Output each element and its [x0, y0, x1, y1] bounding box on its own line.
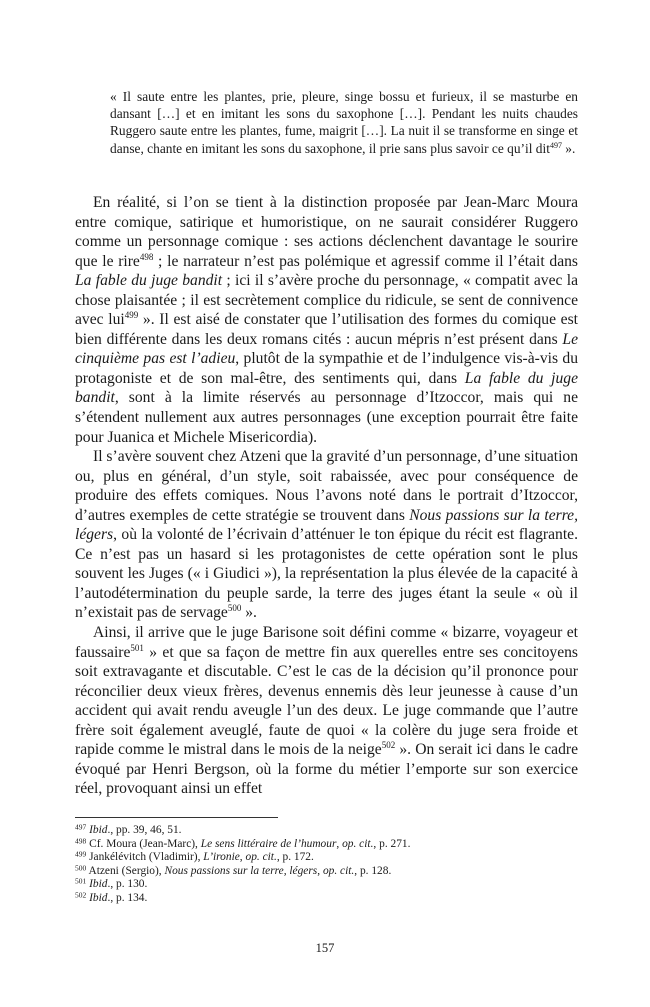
paragraph: [75, 447, 578, 623]
footnote-italic: Ibid: [89, 878, 108, 891]
text-run: ».: [241, 604, 257, 622]
text-run: , plutôt de la sympathie et de l’indulgence vis-à-vis du protagoniste et de son mal-être, des sentiments qui, dans: [75, 350, 578, 387]
footnote-italic: op. cit.: [245, 851, 277, 864]
footnote-text: ,: [317, 864, 323, 877]
quote-text: « Il saute entre les plantes, prie, pleure, singe bossu et furieux, il se masturbe en dansant […] et en imitant les sons du saxophone […]. Pendant les nuits chaudes Ruggero saute entre les plantes, fume, maigrit […]. La nuit il se transforme en singe et danse, chante en imitant les sons du saxophone, il prie sans plus savoir ce qu’il dit: [110, 89, 578, 156]
text-run: ; ici il s’avère proche du personnage, « compatit avec la chose plaisantée ; il est secrètement complice du ridicule, se sent de connivence avec lui: [75, 272, 578, 329]
footnote-ref[interactable]: 499: [124, 310, 139, 321]
footnote-italic: Ibid: [89, 891, 108, 904]
book-title: Le cinquième pas est l’adieu: [75, 330, 578, 368]
text-run: ; le narrateur n’est pas polémique et agressif comme il l’était dans: [153, 252, 578, 270]
footnote: [75, 838, 578, 852]
footnote: [75, 824, 578, 838]
footnote-number: 500: [75, 863, 87, 873]
footnote-text: ., p. 134.: [107, 891, 148, 904]
book-title: La fable du juge bandit: [75, 369, 578, 407]
footnote-italic: Nous passions sur la terre, légers: [164, 864, 318, 877]
footnote-text: ., pp. 39, 46, 51.: [107, 824, 182, 836]
footnote-number: 501: [75, 876, 87, 886]
page-number: 157: [315, 941, 335, 955]
text-run: ». Il est aisé de constater que l’utilisation des formes du comique est bien différente dans les deux romans cités : aucun mépris n’est présent dans: [75, 311, 579, 348]
footnote-ref[interactable]: 501: [130, 642, 144, 653]
footnote-separator: [75, 817, 278, 818]
footnote-text: , p. 271.: [373, 837, 411, 850]
footnote-ref[interactable]: 497: [549, 140, 562, 150]
paragraph: [75, 193, 578, 447]
footnote-italic: Ibid: [89, 824, 108, 836]
text-run: , où la volonté de l’écrivain d’atténuer le ton épique du récit est flagrante. Ce n’est pas un hasard si les protagonistes de cette opération sont le plus souvent les Juges (« i Giudici »), la représentation la plus élevée de la capacité à l’autodétermination du peuple sarde, la terre des juges étant la seule « où il n’existait pas de servage: [75, 526, 578, 622]
footnote-text: , p. 128.: [354, 864, 392, 877]
footnote-number: 502: [75, 890, 87, 900]
footnote-text: ., p. 130.: [107, 878, 148, 891]
body-text: [75, 193, 578, 799]
footnote-text: ,: [239, 851, 246, 864]
footnote-text: ,: [336, 837, 343, 850]
footnote-ref[interactable]: 500: [227, 603, 242, 614]
text-run: En réalité, si l’on se tient à la distinction proposée par Jean-Marc Moura entre comique, satirique et humoristique, on ne saurait considérer Ruggero comme un personnage comique : ses actions déclenchent davantage le sourire que le rire: [75, 194, 578, 270]
footnote: [75, 878, 578, 892]
text-run: ». On serait ici dans le cadre évoqué par Henri Bergson, où la forme du métier l’emporte sur son exercice réel, provoquant ainsi un effet: [75, 741, 578, 798]
footnote-number: 497: [75, 822, 87, 832]
footnote: [75, 892, 578, 906]
footnote-ref[interactable]: 502: [381, 740, 396, 751]
footnote-number: 498: [75, 836, 87, 846]
footnote-italic: op. cit.: [322, 864, 355, 877]
paragraph: [75, 623, 578, 799]
footnote-italic: op. cit.: [342, 837, 374, 850]
footnote-text: , p. 172.: [276, 851, 314, 864]
block-quote: [110, 88, 578, 157]
text-run: Ainsi, il arrive que le juge Barisone soit défini comme « bizarre, voyageur et faussaire: [75, 624, 578, 661]
footnotes: [75, 824, 578, 906]
footnote-text: Cf. Moura (Jean-Marc),: [89, 837, 201, 850]
book-title: Nous passions sur la terre, légers: [75, 506, 578, 544]
text-run: » et que sa façon de mettre fin aux querelles entre ses concitoyens soit extravagante et discutable. C’est le cas de la décision qu’il prononce pour réconcilier deux vieux frères, devenus ennemis dès leur jeunesse à cause d’un accident qui avait rendu aveugle l’un des deux. Le juge commande que l’autre frère soit également aveuglé, faute de quoi « la colère du juge sera froide et rapide comme le mistral dans le mois de la neige: [75, 643, 578, 759]
footnote-ref[interactable]: 498: [139, 251, 154, 262]
footnote-text: Atzeni (Sergio),: [88, 864, 165, 877]
text-run: Il s’avère souvent chez Atzeni que la gravité d’un personnage, d’une situation ou, plus en général, d’un style, soit rabaissée, avec pour conséquence de produire des effets comiques. Nous l’avons noté dans le portrait d’Itzoccor, d’autres exemples de cette stratégie se trouvent dans: [75, 448, 578, 524]
book-title: La fable du juge bandit: [75, 272, 223, 290]
footnote: [75, 865, 578, 879]
footnote-italic: Le sens littéraire de l’humour: [200, 837, 337, 850]
footnote-number: 499: [75, 849, 87, 859]
footnote-italic: L’ironie: [203, 851, 240, 864]
footnote-text: Jankélévitch (Vladimir),: [89, 851, 204, 864]
footnote: [75, 851, 578, 865]
text-run: , sont à la limite réservés au personnage d’Itzoccor, mais qui ne s’étendent nullement aux autres personnages (une exception pourrait être faite pour Juanica et Michele Misericordia).: [75, 389, 578, 446]
quote-text-end: ».: [561, 140, 576, 156]
